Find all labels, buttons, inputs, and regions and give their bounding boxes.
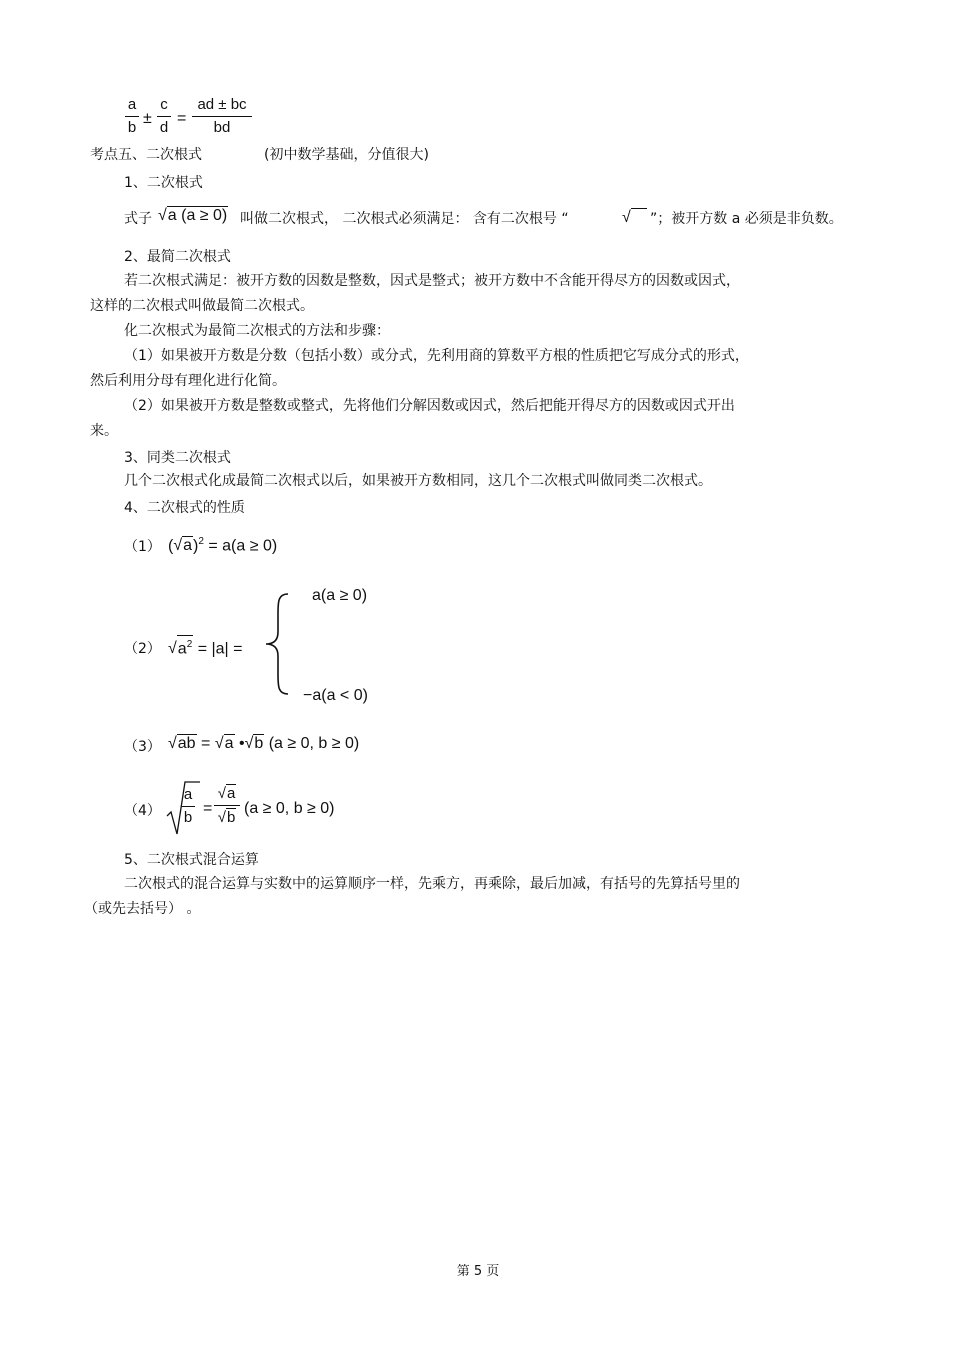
radical-symbol-icon — [622, 208, 647, 228]
sqrt-icon: √ — [217, 785, 226, 802]
heading-2: 2、最简二次根式 — [124, 249, 231, 265]
radical-overline — [631, 208, 647, 227]
sqrt-icon: √ — [622, 209, 631, 226]
fraction-a-over-b-under-root — [181, 786, 195, 827]
radicand: ab — [177, 735, 196, 752]
definition-text-start: 式子 — [124, 211, 152, 227]
denominator: d — [159, 119, 169, 136]
heading-4: 4、二次根式的性质 — [124, 500, 245, 516]
fraction-bar — [125, 116, 139, 117]
property-2-label: （2） — [124, 641, 161, 657]
exponent: 2 — [186, 639, 193, 650]
fraction-bar — [181, 806, 195, 807]
simplest-def-line2: 这样的二次根式叫做最简二次根式。 — [90, 298, 314, 314]
condition: (a ≥ 0, b ≥ 0) — [244, 800, 335, 817]
radical-expression — [158, 206, 228, 226]
mixed-ops-line2: （或先去括号） 。 — [84, 901, 201, 917]
heading-1: 1、二次根式 — [124, 175, 203, 191]
property-2-formula — [168, 635, 243, 659]
denominator: bd — [213, 119, 231, 136]
sqrt-icon: √ — [217, 809, 226, 826]
step2-line2: 来。 — [90, 423, 118, 439]
heading-5: 5、二次根式混合运算 — [124, 852, 259, 868]
property-3-formula — [168, 734, 359, 754]
condition: (a ≥ 0, b ≥ 0) — [268, 735, 360, 752]
radicand: a (a ≥ 0) — [167, 207, 228, 224]
sqrt-icon: √ — [173, 537, 183, 555]
section-title: 考点五、二次根式 — [90, 147, 202, 163]
fraction-a-over-b — [125, 96, 139, 137]
plus-minus-sign: ± — [143, 110, 152, 127]
denominator — [214, 808, 240, 827]
fraction-c-over-d — [157, 96, 171, 137]
step1-line1: （1）如果被开方数是分数（包括小数）或分式，先利用商的算数平方根的性质把它写成分式的形式， — [124, 348, 749, 364]
property-1-rest: = a(a ≥ 0) — [208, 537, 278, 555]
radicand: a — [224, 735, 234, 752]
sqrt-icon: √ — [168, 640, 177, 658]
radicand: b — [226, 809, 236, 826]
page-number: 第 5 页 — [456, 1264, 500, 1279]
radicand-base: a — [177, 640, 187, 658]
numerator: c — [160, 96, 168, 113]
section-note: (初中数学基础，分值很大) — [264, 147, 429, 163]
numerator: a — [127, 96, 137, 113]
numerator: ad ± bc — [197, 96, 247, 113]
multiply-dot: • — [238, 735, 245, 752]
step1-line2: 然后利用分母有理化进行化简。 — [90, 373, 286, 389]
absolute-value-part: = |a| = — [197, 640, 243, 658]
numerator: a — [183, 786, 193, 803]
fraction-bar — [192, 116, 252, 117]
simplest-def-line1: 若二次根式满足：被开方数的因数是整数，因式是整式；被开方数中不含能开得尽方的因数或因式， — [124, 273, 740, 289]
case-nonnegative: a(a ≥ 0) — [312, 587, 368, 604]
heading-3: 3、同类二次根式 — [124, 450, 231, 466]
step2-line1: （2）如果被开方数是整数或整式，先将他们分解因数或因式，然后把能开得尽方的因数或因式开出 — [124, 398, 735, 414]
equals-sign: = — [201, 735, 211, 752]
property-1-formula: $(√a)^2 = a(a \ge 0)$ — [168, 536, 278, 555]
curly-brace-icon — [262, 592, 292, 696]
equals-sign: = — [203, 800, 213, 817]
fraction-result — [192, 96, 252, 137]
exponent: 2 — [198, 536, 204, 547]
radicand: a — [226, 785, 236, 802]
fraction-bar — [157, 116, 171, 117]
sqrt-icon: √ — [214, 735, 224, 752]
like-radicals-def: 几个二次根式化成最简二次根式以后，如果被开方数相同，这几个二次根式叫做同类二次根式。 — [124, 473, 712, 489]
sqrt-icon: √ — [158, 207, 167, 224]
case-negative: −a(a < 0) — [303, 687, 368, 704]
property-3-label: （3） — [124, 739, 161, 755]
equals-sign: = — [177, 110, 187, 127]
radicand: a — [183, 537, 193, 555]
denominator: b — [127, 119, 137, 136]
mixed-ops-line1: 二次根式的混合运算与实数中的运算顺序一样，先乘方，再乘除，最后加减，有括号的先算括号里的 — [124, 876, 740, 892]
property-1-label: （1） — [124, 539, 161, 555]
definition-text-end: ”；被开方数 a 必须是非负数。 — [650, 211, 843, 227]
numerator — [214, 784, 240, 803]
radicand — [177, 635, 193, 658]
fraction-bar — [214, 805, 240, 806]
sqrt-icon: √ — [168, 735, 177, 752]
denominator: b — [183, 809, 193, 826]
property-4-label: （4） — [124, 803, 161, 819]
definition-text-middle: 叫做二次根式， 二次根式必须满足： 含有二次根号 “ — [240, 211, 569, 227]
fraction-root-a-over-root-b — [214, 784, 240, 827]
sqrt-icon: √ — [244, 735, 254, 752]
radicand: b — [254, 735, 264, 752]
method-intro: 化二次根式为最简二次根式的方法和步骤： — [124, 323, 390, 339]
